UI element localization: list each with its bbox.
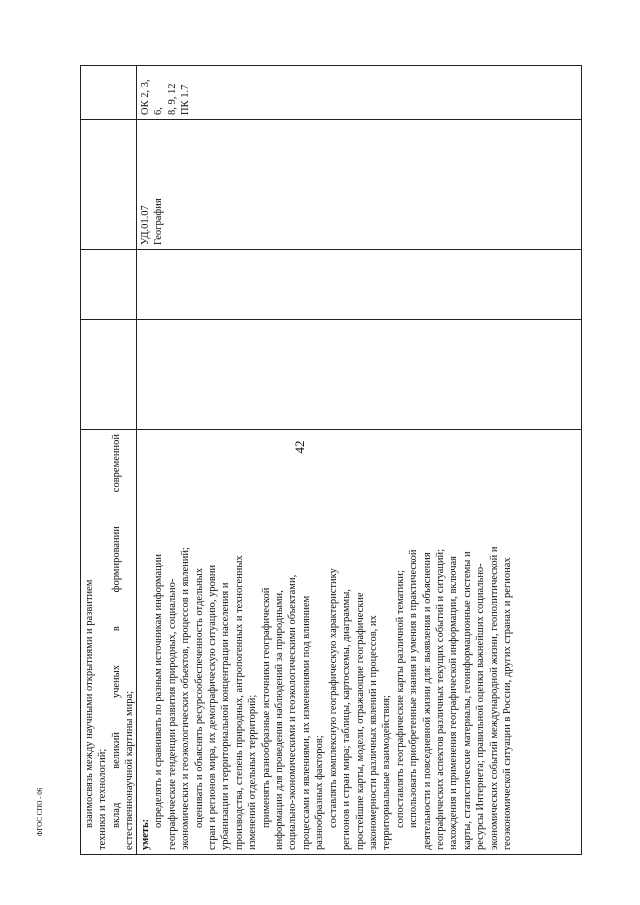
knowledge-cell bbox=[81, 429, 136, 854]
competencies-line: ПК 1.7 bbox=[180, 84, 192, 115]
rotated-table bbox=[80, 65, 582, 855]
empty-cell bbox=[81, 249, 136, 319]
competencies-line: ОК 2, 3, 6, bbox=[140, 79, 165, 115]
text-line: техники и технологий; bbox=[97, 748, 109, 850]
discipline-cell bbox=[137, 119, 581, 249]
text-line: территориальные взаимодействия; bbox=[381, 695, 393, 850]
text-line: вклад великий ученых в формировании современной bbox=[110, 434, 122, 828]
text-line: простейшие карты, модели, отражающие географические bbox=[354, 592, 366, 850]
discipline-name: География bbox=[153, 198, 165, 245]
competencies-line: 8, 9, 12 bbox=[166, 83, 178, 115]
discipline-code: УД.01.07 bbox=[140, 205, 151, 245]
competencies-cell bbox=[137, 66, 581, 119]
skills-heading: уметь: bbox=[140, 818, 151, 850]
text-line: экономических событий международной жизни, геополитической и bbox=[488, 546, 500, 850]
empty-cell bbox=[81, 319, 136, 429]
text-line: составлять комплексную географическую характеристику bbox=[327, 568, 339, 828]
empty-cell bbox=[137, 249, 581, 319]
text-line: производства, степень природных, антропогенных и техногенных bbox=[233, 555, 245, 850]
text-line: географические тенденции развития природных, социально- bbox=[166, 578, 178, 850]
text-line: стран и регионов мира, их демографическую ситуацию, уровни bbox=[207, 564, 219, 850]
text-line: географических аспектов различных текущих событий и ситуаций; bbox=[434, 548, 446, 850]
text-line: регионов и стран мира; таблицы, картосхемы, диаграммы, bbox=[341, 589, 353, 850]
text-line: нахождения и применения географической информации, включая bbox=[448, 556, 460, 850]
table-row bbox=[80, 65, 137, 855]
text-line: определять и сравнивать по разным источникам информации bbox=[153, 553, 165, 828]
text-line: изменений отдельных территорий; bbox=[247, 694, 259, 850]
empty-cell bbox=[81, 119, 136, 249]
text-line: экономических и геоэкологических объектов, процессов и явлений; bbox=[180, 547, 192, 850]
text-line: естественнонаучной картины мира; bbox=[124, 690, 136, 850]
table-row bbox=[136, 65, 582, 855]
text-line: информации для проведения наблюдений за природными, bbox=[274, 590, 286, 850]
text-line: социально-экономическими и геоэкологическими объектами, bbox=[287, 574, 299, 850]
text-line: процессами и явлениями, их изменениями под влиянием bbox=[300, 595, 312, 850]
text-line: карты, статистические материалы, геоинформационные системы и bbox=[461, 551, 473, 850]
text-line: закономерности различных явлений и процессов, их bbox=[367, 615, 379, 850]
text-line: деятельности и повседневной жизни для: выявления и объяснения bbox=[421, 552, 433, 850]
empty-cell bbox=[137, 319, 581, 429]
skills-cell bbox=[137, 429, 581, 854]
text-line: ресурсы Интернета; правильной оценки важнейших социально- bbox=[475, 563, 487, 850]
text-line: геоэкономической ситуации в России, других странах и регионах bbox=[501, 557, 513, 850]
text-line: сопоставлять географические карты различной тематики; bbox=[394, 570, 406, 828]
page-number: 42 bbox=[292, 440, 307, 454]
text-line: урбанизации и территориальной концентрации населения и bbox=[220, 582, 232, 850]
text-line: применять разнообразные источники географической bbox=[260, 587, 272, 828]
text-line: оценивать и объяснять ресурсообеспеченность отдельных bbox=[193, 568, 205, 828]
text-line: использовать приобретенные знания и умения в практической bbox=[408, 549, 420, 828]
text-line: взаимосвязь между научными открытиями и развитием bbox=[84, 579, 95, 828]
text-line: разнообразных факторов; bbox=[314, 735, 326, 850]
empty-cell bbox=[81, 66, 136, 119]
footer-doc-code: ФГОС СПО - 06 bbox=[36, 787, 44, 837]
